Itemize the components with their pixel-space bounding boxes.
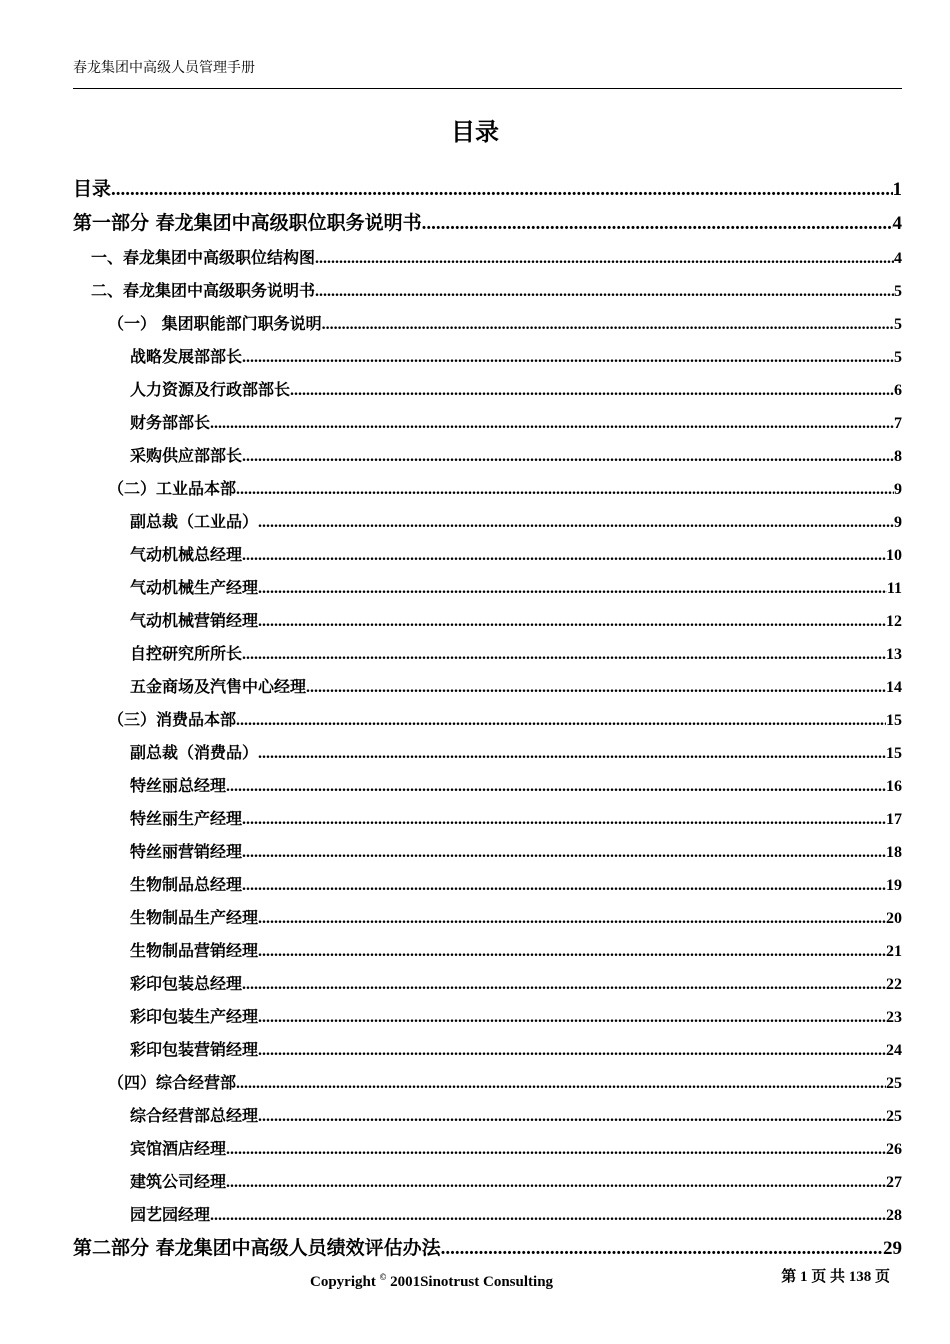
toc-leader-dots bbox=[210, 407, 894, 440]
toc-entry-label: 彩印包装营销经理 bbox=[130, 1040, 259, 1059]
toc-entry-page: 5 bbox=[894, 316, 902, 333]
toc-entry-label: 彩印包装总经理 bbox=[130, 974, 243, 993]
toc-entry-label: 生物制品营销经理 bbox=[130, 941, 259, 960]
toc-entry-label: 建筑公司经理 bbox=[130, 1172, 227, 1191]
toc-leader-dots bbox=[258, 737, 886, 770]
toc-entry-page: 23 bbox=[886, 1009, 902, 1026]
toc-entry-label: （二）工业品本部 bbox=[108, 479, 237, 498]
toc-entry[interactable] bbox=[73, 472, 902, 505]
toc-entry-page: 27 bbox=[886, 1174, 902, 1191]
toc-entry-page: 12 bbox=[886, 613, 902, 630]
toc-entry[interactable] bbox=[73, 769, 902, 802]
toc-entry[interactable] bbox=[73, 1099, 902, 1132]
page-number-info: 第 1 页 共 138 页 bbox=[781, 1269, 890, 1285]
toc-entry[interactable] bbox=[73, 439, 902, 472]
toc-leader-dots bbox=[242, 539, 886, 572]
toc-entry[interactable] bbox=[73, 967, 902, 1000]
toc-entry-page: 5 bbox=[894, 349, 902, 366]
toc-entry[interactable] bbox=[73, 604, 902, 637]
toc-entry-page: 15 bbox=[886, 745, 902, 762]
toc-entry-label: 综合经营部总经理 bbox=[130, 1106, 259, 1125]
toc-leader-dots bbox=[258, 572, 887, 605]
toc-entry-page: 6 bbox=[894, 382, 902, 399]
toc-leader-dots bbox=[315, 242, 894, 275]
toc-entry[interactable] bbox=[73, 172, 902, 206]
toc-entry[interactable] bbox=[73, 1000, 902, 1033]
toc-entry[interactable] bbox=[73, 1231, 902, 1266]
toc-entry-page: 15 bbox=[886, 712, 902, 729]
toc-leader-dots bbox=[236, 704, 886, 737]
toc-entry[interactable] bbox=[73, 505, 902, 538]
toc-entry[interactable] bbox=[73, 1198, 902, 1231]
toc-entry-page: 16 bbox=[886, 778, 902, 795]
toc-entry-label: 第一部分 春龙集团中高级职位职务说明书 bbox=[73, 212, 422, 234]
toc-entry[interactable] bbox=[73, 538, 902, 571]
toc-leader-dots bbox=[242, 869, 886, 902]
toc-entry-page: 1 bbox=[892, 179, 902, 200]
toc-entry-label: （三）消费品本部 bbox=[108, 710, 237, 729]
toc-entry-label: 二、春龙集团中高级职务说明书 bbox=[91, 281, 316, 300]
toc-entry-label: 生物制品总经理 bbox=[130, 875, 243, 894]
toc-leader-dots bbox=[258, 902, 886, 935]
toc-entry-label: 第二部分 春龙集团中高级人员绩效评估办法 bbox=[73, 1237, 441, 1259]
toc-leader-dots bbox=[226, 1133, 886, 1166]
toc-entry-page: 8 bbox=[894, 448, 902, 465]
toc-entry-page: 21 bbox=[886, 943, 902, 960]
toc-entry-page: 28 bbox=[886, 1207, 902, 1224]
toc-leader-dots bbox=[242, 803, 886, 836]
toc-entry[interactable] bbox=[73, 206, 902, 241]
toc-entry[interactable] bbox=[73, 934, 902, 967]
toc-leader-dots bbox=[242, 968, 886, 1001]
toc-entry-page: 4 bbox=[892, 213, 902, 234]
toc-entry-page: 17 bbox=[886, 811, 902, 828]
toc-leader-dots bbox=[258, 1034, 886, 1067]
toc-entry-page: 29 bbox=[883, 1238, 902, 1259]
toc-leader-dots bbox=[290, 374, 894, 407]
toc-entry[interactable] bbox=[73, 802, 902, 835]
toc-leader-dots bbox=[441, 1231, 883, 1266]
toc-entry[interactable] bbox=[73, 1033, 902, 1066]
toc-entry[interactable] bbox=[73, 901, 902, 934]
toc-entry-label: 自控研究所所长 bbox=[130, 644, 243, 663]
toc-entry-label: （一） 集团职能部门职务说明 bbox=[108, 314, 322, 333]
toc-entry-label: 人力资源及行政部部长 bbox=[130, 380, 291, 399]
toc-entry-label: 生物制品生产经理 bbox=[130, 908, 259, 927]
toc-entry-page: 19 bbox=[886, 877, 902, 894]
toc-entry-page: 5 bbox=[894, 283, 902, 300]
toc-entry-page: 9 bbox=[894, 481, 902, 498]
toc-entry-page: 18 bbox=[886, 844, 902, 861]
toc-entry-label: 气动机械总经理 bbox=[130, 545, 243, 564]
toc-entry-label: 五金商场及汽售中心经理 bbox=[130, 677, 307, 696]
toc-leader-dots bbox=[242, 341, 894, 374]
toc-entry-label: 副总裁（消费品） bbox=[130, 743, 259, 762]
toc-leader-dots bbox=[226, 770, 886, 803]
toc-leader-dots bbox=[236, 473, 894, 506]
toc-entry[interactable] bbox=[73, 1132, 902, 1165]
toc-entry[interactable] bbox=[73, 274, 902, 307]
toc-leader-dots bbox=[210, 1199, 886, 1232]
toc-entry-label: 园艺园经理 bbox=[130, 1205, 211, 1224]
toc-entry-page: 26 bbox=[886, 1141, 902, 1158]
copyright-notice bbox=[310, 1266, 553, 1293]
toc-leader-dots bbox=[111, 172, 892, 207]
toc-entry-page: 13 bbox=[886, 646, 902, 663]
toc-entry-page: 22 bbox=[886, 976, 902, 993]
toc-entry[interactable] bbox=[73, 703, 902, 736]
toc-entry-label: 采购供应部部长 bbox=[130, 446, 243, 465]
toc-leader-dots bbox=[226, 1166, 886, 1199]
toc-entry-label: 气动机械营销经理 bbox=[130, 611, 259, 630]
toc-entry-page: 14 bbox=[886, 679, 902, 696]
toc-entry-page: 25 bbox=[886, 1108, 902, 1125]
toc-entry-page: 10 bbox=[886, 547, 902, 564]
toc-entry-page: 7 bbox=[894, 415, 902, 432]
toc-leader-dots bbox=[258, 605, 886, 638]
toc-entry[interactable] bbox=[73, 736, 902, 769]
toc-entry-page: 20 bbox=[886, 910, 902, 927]
toc-leader-dots bbox=[258, 1001, 886, 1034]
toc-entry[interactable] bbox=[73, 670, 902, 703]
header-title: 春龙集团中高级人员管理手册 bbox=[73, 60, 255, 76]
page-header bbox=[73, 58, 902, 89]
toc-leader-dots bbox=[242, 638, 886, 671]
copyright-suffix: 2001Sinotrust Consulting bbox=[390, 1274, 554, 1290]
toc-entry[interactable] bbox=[73, 868, 902, 901]
toc-entry[interactable] bbox=[73, 571, 902, 604]
toc-entry-label: 一、春龙集团中高级职位结构图 bbox=[91, 248, 316, 267]
toc-entry[interactable] bbox=[73, 340, 902, 373]
toc-entry-label: 彩印包装生产经理 bbox=[130, 1007, 259, 1026]
toc-leader-dots bbox=[258, 1100, 886, 1133]
toc-leader-dots bbox=[322, 308, 894, 341]
toc-leader-dots bbox=[242, 836, 886, 869]
toc-entry[interactable] bbox=[73, 241, 902, 274]
copyright-symbol: © bbox=[379, 1272, 387, 1282]
toc-entry-label: 财务部部长 bbox=[130, 413, 211, 432]
toc-entry-label: 战略发展部部长 bbox=[130, 347, 243, 366]
toc-entry[interactable] bbox=[73, 637, 902, 670]
toc-leader-dots bbox=[258, 935, 886, 968]
toc-entry-label: 气动机械生产经理 bbox=[130, 578, 259, 597]
toc-entry-page: 11 bbox=[886, 580, 902, 597]
toc-entry[interactable] bbox=[73, 373, 902, 406]
table-of-contents bbox=[73, 172, 902, 1266]
copyright-prefix: Copyright bbox=[310, 1274, 376, 1290]
toc-entry-label: 宾馆酒店经理 bbox=[130, 1139, 227, 1158]
toc-entry-label: 副总裁（工业品） bbox=[130, 512, 259, 531]
toc-leader-dots bbox=[236, 1067, 886, 1100]
page-footer bbox=[0, 1266, 950, 1288]
toc-entry-page: 4 bbox=[894, 250, 902, 267]
toc-entry-label: 目录 bbox=[73, 178, 112, 200]
toc-entry[interactable] bbox=[73, 835, 902, 868]
toc-entry[interactable] bbox=[73, 406, 902, 439]
toc-entry-page: 24 bbox=[886, 1042, 902, 1059]
toc-title: 目录 bbox=[451, 118, 499, 146]
toc-entry-label: （四）综合经营部 bbox=[108, 1073, 237, 1092]
toc-leader-dots bbox=[242, 440, 894, 473]
toc-entry-label: 特丝丽营销经理 bbox=[130, 842, 243, 861]
toc-entry-label: 特丝丽生产经理 bbox=[130, 809, 243, 828]
toc-entry[interactable] bbox=[73, 1066, 902, 1099]
toc-entry-page: 25 bbox=[886, 1075, 902, 1092]
toc-entry-label: 特丝丽总经理 bbox=[130, 776, 227, 795]
toc-leader-dots bbox=[258, 506, 894, 539]
toc-entry[interactable] bbox=[73, 307, 902, 340]
toc-entry-page: 9 bbox=[894, 514, 902, 531]
toc-leader-dots bbox=[306, 671, 886, 704]
toc-entry[interactable] bbox=[73, 1165, 902, 1198]
toc-leader-dots bbox=[422, 206, 893, 241]
toc-leader-dots bbox=[315, 275, 894, 308]
